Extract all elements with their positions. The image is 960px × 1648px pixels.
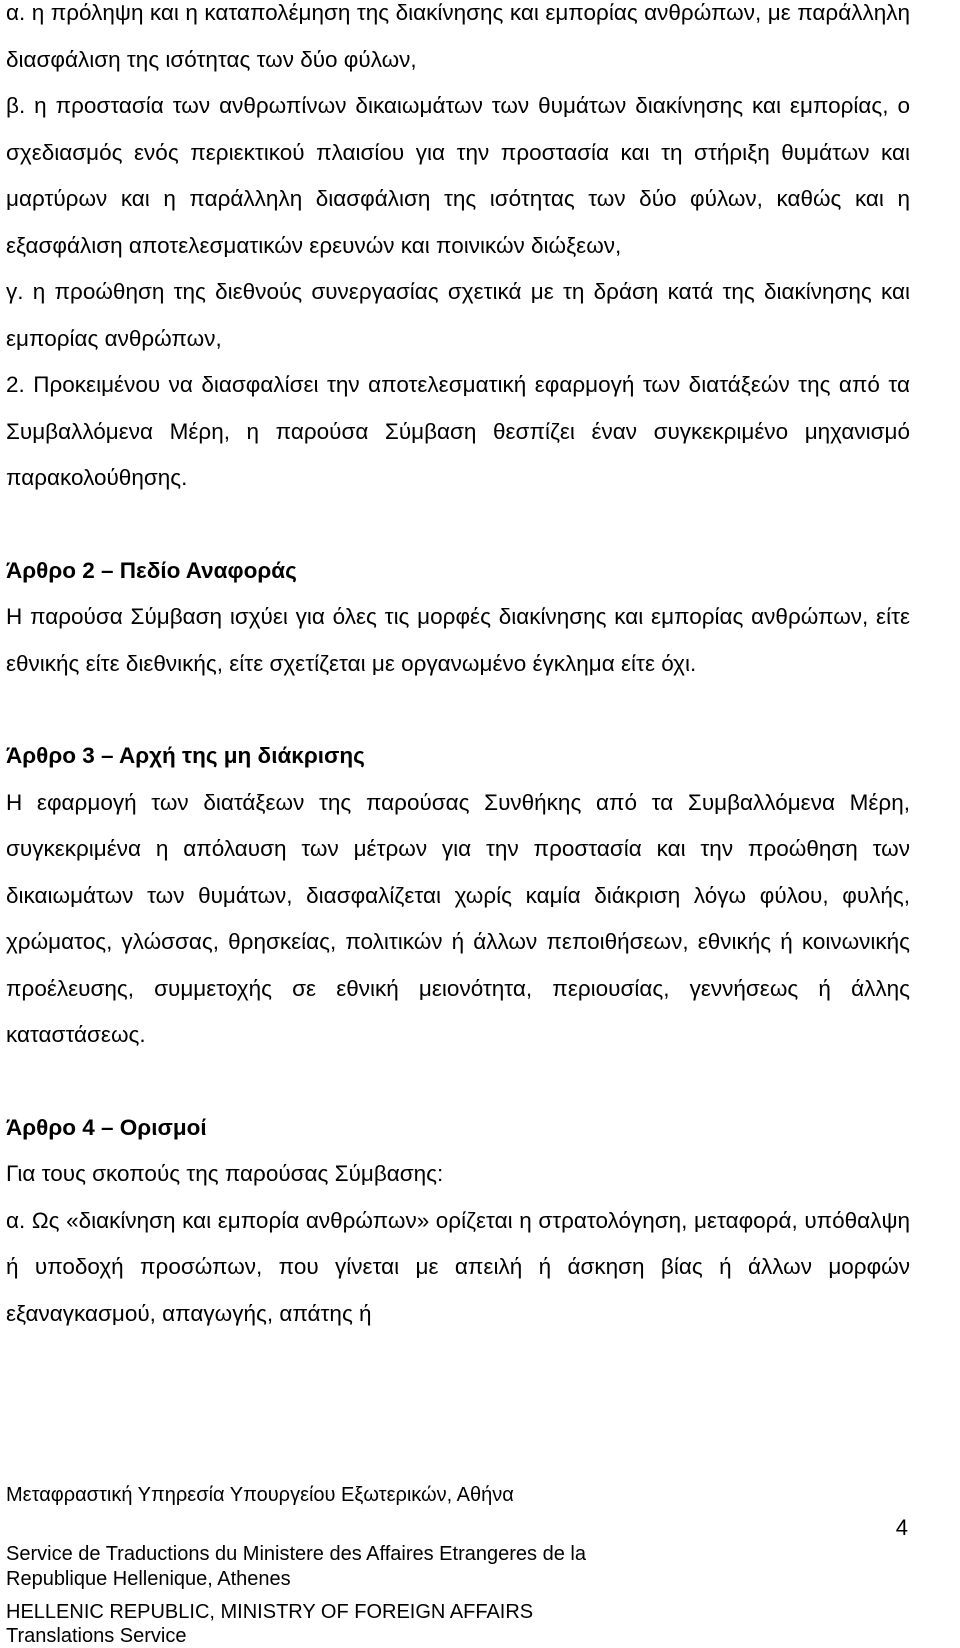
document-body [6,0,910,1337]
paragraph-2: 2. Προκειμένου να διασφαλίσει την αποτελεσματική εφαρμογή των διατάξεών της από τα Συμβαλλόμενα Μέρη, η παρούσα Σύμβαση θεσπίζει έναν συγκεκριμένο μηχανισμό παρακολούθησης. [6,372,910,490]
item-c: γ. η προώθηση της διεθνούς συνεργασίας σχετικά με τη δράση κατά της διακίνησης και εμπορίας ανθρώπων, [6,279,910,351]
page-number: 4 [895,1515,908,1540]
article-4-item-a: α. Ως «διακίνηση και εμπορία ανθρώπων» ορίζεται η στρατολόγηση, μεταφορά, υπόθαλψη ή υποδοχή προσώπων, που γίνεται με απειλή ή άσκηση βίας ή άλλων μορφών εξαναγκασμού, απαγωγής, απάτης ή [6,1207,910,1326]
article-2-text: Η παρούσα Σύμβαση ισχύει για όλες τις μορφές διακίνησης και εμπορίας ανθρώπων, είτε εθνικής είτε διεθνικής, είτε σχετίζεται με οργανωμένο έγκλημα είτε όχι. [6,604,910,676]
footer-greek: Μεταφραστική Υπηρεσία Υπουργείου Εξωτερικών, Αθήνα [6,1484,514,1506]
article-3-title: Άρθρο 3 – Αρχή της μη διάκρισης [6,743,365,768]
article-2-title: Άρθρο 2 – Πεδίο Αναφοράς [6,557,297,583]
article-3-text: Η εφαρμογή των διατάξεων της παρούσας Συνθήκης από τα Συμβαλλόμενα Μέρη, συγκεκριμένα η απόλαυση των μέτρων για την προστασία και την προώθηση των δικαιωμάτων των θυμάτων, διασφαλίζεται χωρίς καμία διάκριση λόγω φύλου, φυλής, χρώματος, γλώσσας, θρησκείας, πολιτικών ή άλλων πεποιθήσεων, εθνικής ή κοινωνικής προέλευσης, συμμετοχής σε εθνική μειονότητα, περιουσίας, γεννήσεως ή άλλης καταστάσεως. [6,789,910,1047]
footer-french-2: Republique Hellenique, Athenes [6,1568,291,1590]
footer-english-1: HELLENIC REPUBLIC, MINISTRY OF FOREIGN AFFAIRS [6,1601,534,1623]
item-a: α. η πρόληψη και η καταπολέμηση της διακίνησης και εμπορίας ανθρώπων, με παράλληλη διασφάλιση της ισότητας των δύο φύλων, [6,0,910,72]
item-b: β. η προστασία των ανθρωπίνων δικαιωμάτων των θυμάτων διακίνησης και εμπορίας, ο σχεδιασμός ενός περιεκτικού πλαισίου για την προστασία και τη στήριξη θυμάτων και μαρτύρων και η παράλληλη διασφάλιση της ισότητας των δύο φύλων, καθώς και η εξασφάλιση αποτελεσματικών ερευνών και ποινικών διώξεων, [6,93,910,258]
footer-english-2: Translations Service [6,1625,187,1647]
article-4-intro: Για τους σκοπούς της παρούσας Σύμβασης: [6,1161,444,1186]
article-4-title: Άρθρο 4 – Ορισμοί [6,1114,207,1140]
footer-french-1: Service de Traductions du Ministere des Affaires Etrangeres de la [6,1543,586,1565]
